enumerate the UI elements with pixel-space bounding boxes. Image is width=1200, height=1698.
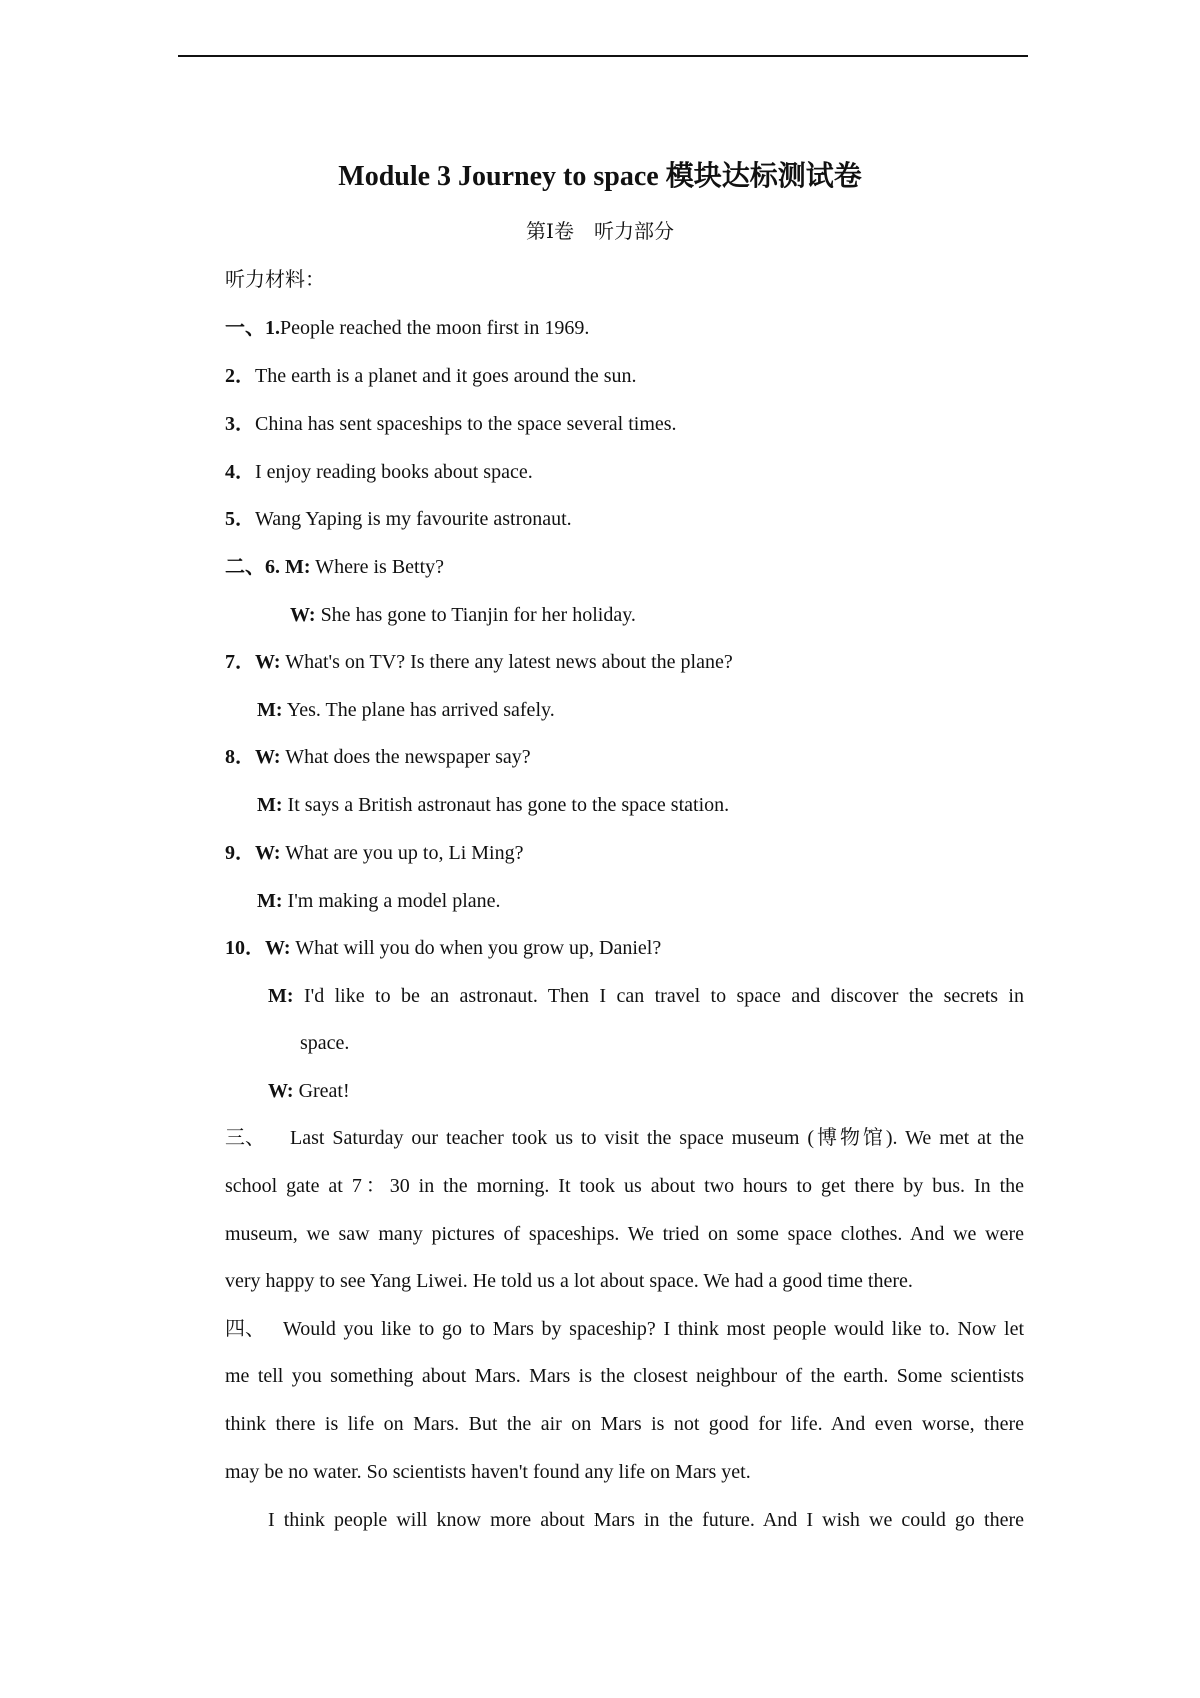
passage-text: museum, we saw many pictures of spaceships. We tried on some space clothes. And we were	[225, 1223, 1024, 1245]
dialogue-text: Yes. The plane has arrived safely.	[282, 699, 555, 721]
passage-text: think there is life on Mars. But the air on Mars is not good for life. And even worse, there	[225, 1413, 1024, 1435]
part1-item-1	[225, 314, 589, 342]
part3-line-1	[290, 1124, 1024, 1152]
part4-marker: 四、	[225, 1318, 265, 1340]
item-number: 9．	[225, 842, 255, 864]
passage-text: I think people will know more about Mars in the future. And I wish we could go there	[268, 1509, 1024, 1531]
part1-item-3	[225, 410, 677, 438]
part2-item-10-line-1	[225, 934, 661, 962]
speaker-label: W:	[255, 842, 281, 864]
part2-item-7-line-2	[257, 696, 555, 724]
part2-item-10-line-3: space.	[300, 1032, 350, 1054]
part2-item-6-line-2	[290, 601, 636, 629]
item-number: 2．	[225, 365, 255, 387]
item-number: 5．	[225, 508, 255, 530]
item-text: The earth is a planet and it goes around the sun.	[255, 365, 637, 387]
header-rule	[178, 55, 1028, 57]
item-text: Wang Yaping is my favourite astronaut.	[255, 508, 572, 530]
dialogue-text: Where is Betty?	[310, 556, 445, 578]
passage-text: me tell you something about Mars. Mars is the closest neighbour of the earth. Some scientists	[225, 1365, 1024, 1387]
part2-item-10-line-2	[268, 982, 1024, 1010]
part2-item-7-line-1	[225, 648, 733, 676]
passage-text: Last Saturday our teacher took us to visit the space museum (博物馆). We met at the	[290, 1127, 1024, 1149]
speaker-label: M:	[257, 794, 283, 816]
speaker-label: W:	[255, 746, 281, 768]
speaker-label: M:	[268, 985, 294, 1007]
listening-material-label: 听力材料：	[225, 269, 325, 291]
part2-item-6-line-1	[225, 553, 444, 581]
part2-item-8-line-2	[257, 791, 729, 819]
item-number: 6.	[265, 556, 280, 578]
part4-line-4: may be no water. So scientists haven't found any life on Mars yet.	[225, 1461, 751, 1483]
dialogue-text: Great!	[293, 1080, 350, 1102]
part1-marker: 一、	[225, 317, 265, 339]
item-text: I enjoy reading books about space.	[255, 461, 533, 483]
part1-item-4	[225, 458, 533, 486]
passage-text: Would you like to go to Mars by spaceship? I think most people would like to. Now let	[283, 1318, 1024, 1340]
item-text: People reached the moon first in 1969.	[280, 317, 590, 339]
part2-item-9-line-1	[225, 839, 523, 867]
item-number: 4．	[225, 461, 255, 483]
dialogue-text: I'd like to be an astronaut. Then I can travel to space and discover the secrets in	[293, 985, 1024, 1007]
item-number: 3．	[225, 413, 255, 435]
speaker-label: M:	[285, 556, 311, 578]
dialogue-text: What does the newspaper say?	[280, 746, 531, 768]
speaker-label: W:	[290, 604, 316, 626]
part3-line-4: very happy to see Yang Liwei. He told us a lot about space. We had a good time there.	[225, 1270, 913, 1292]
dialogue-text: What will you do when you grow up, Daniel?	[290, 937, 662, 959]
dialogue-text: She has gone to Tianjin for her holiday.	[315, 604, 636, 626]
speaker-label: W:	[268, 1080, 294, 1102]
part3-marker: 三、	[225, 1127, 265, 1149]
part4-line-1	[283, 1315, 1024, 1343]
passage-text: school gate at 7：30 in the morning. It took us about two hours to get there by bus. In the	[225, 1175, 1024, 1197]
part1-item-2	[225, 362, 637, 390]
part4-line-3	[225, 1410, 1024, 1438]
item-number: 10．	[225, 937, 265, 959]
part4-line-2	[225, 1362, 1024, 1390]
item-number: 7．	[225, 651, 255, 673]
item-number: 8．	[225, 746, 255, 768]
dialogue-text: I'm making a model plane.	[282, 890, 501, 912]
part4-line-5	[268, 1506, 1024, 1534]
speaker-label: M:	[257, 699, 283, 721]
part1-item-5	[225, 505, 572, 533]
item-text: China has sent spaceships to the space several times.	[255, 413, 677, 435]
part2-item-8-line-1	[225, 743, 531, 771]
speaker-label: W:	[255, 651, 281, 673]
part2-item-10-line-4	[268, 1077, 350, 1105]
speaker-label: W:	[265, 937, 291, 959]
item-number: 1.	[265, 317, 280, 339]
dialogue-text: What are you up to, Li Ming?	[280, 842, 524, 864]
part2-item-9-line-2	[257, 887, 501, 915]
part2-marker: 二、	[225, 556, 265, 578]
section-subtitle: 第Ⅰ卷 听力部分	[526, 221, 674, 243]
page-title: Module 3 Journey to space 模块达标测试卷	[338, 161, 862, 192]
speaker-label: M:	[257, 890, 283, 912]
dialogue-text: It says a British astronaut has gone to the space station.	[282, 794, 730, 816]
dialogue-text: What's on TV? Is there any latest news about the plane?	[280, 651, 733, 673]
part3-line-2	[225, 1172, 1024, 1200]
part3-line-3	[225, 1220, 1024, 1248]
